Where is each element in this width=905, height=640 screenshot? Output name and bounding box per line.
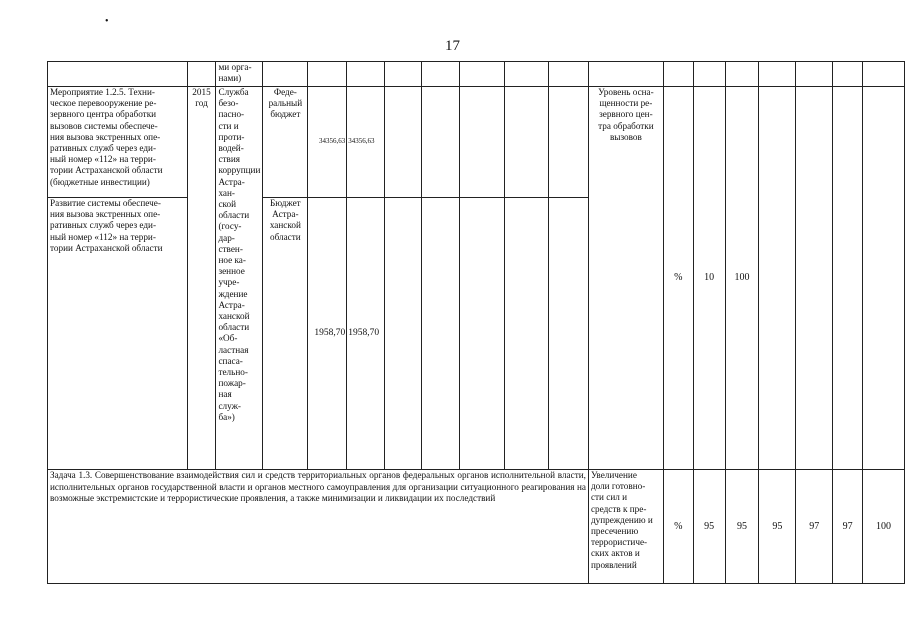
executor-part-1: Служба безо- пасно- сти и проти- водей- ствия коррупции: [218, 87, 261, 176]
executor-continuation: ми орга- нами): [216, 62, 263, 87]
indicator-unit: %: [663, 470, 693, 584]
table-row: [48, 87, 905, 198]
funding-source: Бюджет Астра- ханской области: [263, 198, 308, 470]
indicator-name: Уровень осна- щенности ре- зервного цен- тра обработки вызовов: [588, 87, 663, 470]
scan-speck: •: [105, 16, 109, 27]
executor-part-2: Астра- хан- ской области (госу- дар- ствен- ное ка- зенное учре- ждение Астра- ханской области «Об- ластная спаса- тельно- пожар- ная служ- ба»): [218, 176, 250, 422]
program-table: [47, 61, 905, 584]
measure-name: Развитие системы обеспече- ния вызова экстренных опе- ративных служб через еди- ный номер «112» на терри- тории Астраханской области: [48, 198, 188, 470]
indicator-unit: %: [663, 87, 693, 470]
funding-total: 34356,63: [308, 87, 347, 198]
funding-total: 1958,70: [308, 198, 347, 470]
measure-name: Мероприятие 1.2.5. Техни- ческое перевооружение ре- зервного центра обработки вызовов системы обеспече- ния вызова экстренных опе- ративных служб через еди- ный номер «112» на терри- тории Астраханской области (бюджетные инвестиции): [48, 87, 188, 198]
executor-cell: [216, 87, 263, 470]
indicator-value: 100: [725, 87, 759, 470]
indicator-value: 10: [693, 87, 725, 470]
funding-source: Феде- ральный бюджет: [263, 87, 308, 198]
indicator-name: Увеличение доли готовно- сти сил и средств к пре- дупреждению и пресечению террористиче- ских актов и проявлений: [588, 470, 663, 584]
funding-2015: 1958,70: [347, 198, 385, 470]
table-row: [48, 470, 905, 584]
indicator-value: 95: [725, 470, 759, 584]
indicator-value: 100: [863, 470, 905, 584]
page-number: 17: [445, 38, 460, 54]
funding-2015: 34356,63: [347, 87, 385, 198]
table-row: [48, 62, 905, 87]
indicator-value: 95: [693, 470, 725, 584]
task-description: Задача 1.3. Совершенствование взаимодействия сил и средств территориальных органов федеральных органов исполнительной власти, исполнительных органов государственной власти и органов местного самоуправления для организации ситуационного реагирования на возможные экстремистские и террористические проявления, а также минимизации и ликвидации их последствий: [48, 470, 589, 584]
measure-year: 2015 год: [187, 87, 216, 470]
indicator-value: 97: [796, 470, 833, 584]
indicator-value: 95: [759, 470, 796, 584]
indicator-value: 97: [833, 470, 863, 584]
